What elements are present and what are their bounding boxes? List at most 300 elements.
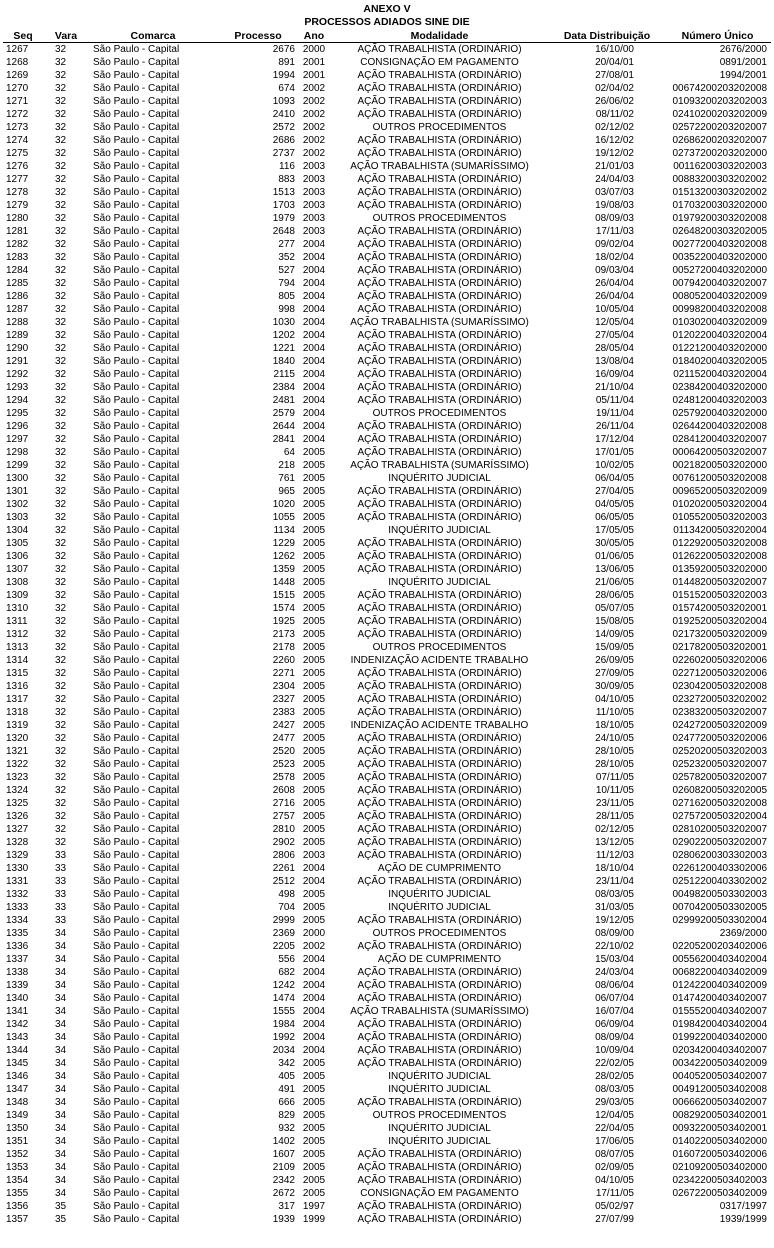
cell-processo: 1055: [272, 512, 295, 523]
cell-modalidade: AÇÃO TRABALHISTA (ORDINÁRIO): [357, 629, 522, 640]
cell-ano: 2003: [302, 213, 326, 224]
cell-comarca: São Paulo - Capital: [93, 421, 180, 432]
cell-ano: 2004: [302, 356, 326, 367]
cell-data-distribuicao: 10/11/05: [595, 785, 634, 796]
cell-ano: 2005: [302, 1162, 326, 1173]
cell-comarca: São Paulo - Capital: [93, 135, 180, 146]
cell-ano: 2005: [302, 694, 326, 705]
table-row: [3, 368, 771, 381]
cell-processo: 1030: [272, 317, 295, 328]
cell-processo: 1574: [272, 603, 295, 614]
cell-modalidade: INQUÉRITO JUDICIAL: [388, 889, 491, 900]
cell-processo: 2261: [272, 863, 295, 874]
cell-processo: 2523: [272, 759, 295, 770]
cell-numero-unico: 02173200503202009: [672, 629, 767, 640]
table-row: [3, 1148, 771, 1161]
cell-comarca: São Paulo - Capital: [93, 408, 180, 419]
cell-data-distribuicao: 13/06/05: [595, 564, 634, 575]
cell-numero-unico: 02109200503402000: [672, 1162, 767, 1173]
cell-vara: 34: [55, 967, 67, 978]
cell-vara: 32: [55, 135, 67, 146]
table-row: [3, 563, 771, 576]
cell-comarca: São Paulo - Capital: [93, 226, 180, 237]
cell-processo: 64: [283, 447, 295, 458]
cell-comarca: São Paulo - Capital: [93, 967, 180, 978]
cell-ano: 2005: [302, 1175, 326, 1186]
cell-vara: 32: [55, 798, 67, 809]
cell-comarca: São Paulo - Capital: [93, 681, 180, 692]
cell-ano: 2005: [302, 798, 326, 809]
cell-ano: 1997: [302, 1201, 326, 1212]
cell-numero-unico: 01221200403202000: [672, 343, 767, 354]
cell-ano: 2005: [302, 629, 326, 640]
cell-numero-unico: 00682200403402009: [672, 967, 767, 978]
cell-modalidade: AÇÃO TRABALHISTA (ORDINÁRIO): [357, 616, 522, 627]
cell-data-distribuicao: 10/05/04: [595, 304, 634, 315]
cell-modalidade: AÇÃO TRABALHISTA (ORDINÁRIO): [357, 1162, 522, 1173]
cell-comarca: São Paulo - Capital: [93, 1058, 180, 1069]
cell-ano: 2005: [302, 681, 326, 692]
cell-numero-unico: 00352200403202000: [672, 252, 767, 263]
cell-vara: 32: [55, 811, 67, 822]
cell-comarca: São Paulo - Capital: [93, 1045, 180, 1056]
cell-processo: 2109: [272, 1162, 295, 1173]
cell-comarca: São Paulo - Capital: [93, 291, 180, 302]
cell-processo: 277: [278, 239, 295, 250]
column-header-vara: Vara: [43, 31, 89, 43]
cell-comarca: São Paulo - Capital: [93, 512, 180, 523]
cell-modalidade: AÇÃO TRABALHISTA (ORDINÁRIO): [357, 499, 522, 510]
cell-numero-unico: 00405200503402007: [672, 1071, 767, 1082]
cell-numero-unico: 01984200403402004: [672, 1019, 767, 1030]
cell-seq: 1332: [6, 889, 29, 900]
cell-data-distribuicao: 08/03/05: [595, 889, 634, 900]
cell-data-distribuicao: 30/05/05: [595, 538, 634, 549]
cell-processo: 1448: [272, 577, 295, 588]
cell-modalidade: OUTROS PROCEDIMENTOS: [372, 122, 507, 133]
cell-vara: 33: [55, 850, 67, 861]
cell-seq: 1278: [6, 187, 29, 198]
cell-comarca: São Paulo - Capital: [93, 629, 180, 640]
table-row: [3, 849, 771, 862]
cell-comarca: São Paulo - Capital: [93, 447, 180, 458]
cell-seq: 1274: [6, 135, 29, 146]
table-row: [3, 472, 771, 485]
cell-data-distribuicao: 15/03/04: [595, 954, 634, 965]
cell-comarca: São Paulo - Capital: [93, 811, 180, 822]
cell-processo: 2648: [272, 226, 295, 237]
cell-ano: 2005: [302, 525, 326, 536]
cell-numero-unico: 02810200503202007: [672, 824, 767, 835]
cell-processo: 2672: [272, 1188, 295, 1199]
cell-processo: 405: [278, 1071, 295, 1082]
cell-comarca: São Paulo - Capital: [93, 1097, 180, 1108]
cell-ano: 2005: [302, 616, 326, 627]
table-row: [3, 1083, 771, 1096]
cell-seq: 1336: [6, 941, 29, 952]
cell-data-distribuicao: 26/06/02: [595, 96, 634, 107]
cell-modalidade: AÇÃO TRABALHISTA (SUMARÍSSIMO): [350, 161, 529, 172]
cell-data-distribuicao: 05/07/05: [595, 603, 634, 614]
table-row: [3, 446, 771, 459]
cell-seq: 1330: [6, 863, 29, 874]
cell-processo: 1939: [272, 1214, 295, 1225]
cell-data-distribuicao: 07/11/05: [595, 772, 634, 783]
cell-comarca: São Paulo - Capital: [93, 486, 180, 497]
cell-processo: 932: [278, 1123, 295, 1134]
cell-comarca: São Paulo - Capital: [93, 187, 180, 198]
cell-processo: 794: [278, 278, 295, 289]
cell-processo: 2841: [272, 434, 295, 445]
cell-vara: 32: [55, 564, 67, 575]
table-row: [3, 979, 771, 992]
cell-data-distribuicao: 17/12/04: [595, 434, 634, 445]
cell-comarca: São Paulo - Capital: [93, 1123, 180, 1134]
cell-data-distribuicao: 12/05/04: [595, 317, 634, 328]
cell-data-distribuicao: 21/06/05: [595, 577, 634, 588]
cell-modalidade: AÇÃO TRABALHISTA (ORDINÁRIO): [357, 421, 522, 432]
cell-numero-unico: 02757200503202004: [672, 811, 767, 822]
cell-modalidade: OUTROS PROCEDIMENTOS: [372, 408, 507, 419]
cell-seq: 1323: [6, 772, 29, 783]
cell-ano: 2005: [302, 1136, 326, 1147]
cell-numero-unico: 01134200503202004: [673, 525, 767, 536]
cell-processo: 1229: [272, 538, 295, 549]
cell-seq: 1344: [6, 1045, 29, 1056]
cell-seq: 1297: [6, 434, 29, 445]
cell-processo: 1242: [272, 980, 295, 991]
cell-comarca: São Paulo - Capital: [93, 473, 180, 484]
cell-data-distribuicao: 28/10/05: [595, 746, 634, 757]
cell-data-distribuicao: 23/11/04: [595, 876, 634, 887]
cell-modalidade: AÇÃO TRABALHISTA (ORDINÁRIO): [357, 187, 522, 198]
cell-ano: 2005: [302, 590, 326, 601]
table-row: [3, 953, 771, 966]
cell-modalidade: AÇÃO TRABALHISTA (ORDINÁRIO): [357, 941, 522, 952]
cell-modalidade: OUTROS PROCEDIMENTOS: [372, 642, 507, 653]
cell-ano: 2002: [302, 96, 326, 107]
cell-modalidade: AÇÃO TRABALHISTA (ORDINÁRIO): [357, 278, 522, 289]
cell-processo: 2304: [272, 681, 295, 692]
cell-data-distribuicao: 06/04/05: [595, 473, 634, 484]
cell-ano: 2005: [302, 1110, 326, 1121]
cell-data-distribuicao: 23/11/05: [595, 798, 634, 809]
cell-ano: 2004: [302, 421, 326, 432]
cell-comarca: São Paulo - Capital: [93, 1032, 180, 1043]
cell-processo: 761: [278, 473, 295, 484]
cell-ano: 2004: [302, 382, 326, 393]
cell-processo: 883: [278, 174, 295, 185]
cell-data-distribuicao: 24/04/03: [595, 174, 634, 185]
cell-processo: 2260: [272, 655, 295, 666]
cell-ano: 2005: [302, 746, 326, 757]
cell-comarca: São Paulo - Capital: [93, 941, 180, 952]
cell-seq: 1280: [6, 213, 29, 224]
cell-ano: 2004: [302, 967, 326, 978]
cell-seq: 1353: [6, 1162, 29, 1173]
cell-comarca: São Paulo - Capital: [93, 655, 180, 666]
table-row: [3, 550, 771, 563]
cell-comarca: São Paulo - Capital: [93, 694, 180, 705]
cell-numero-unico: 02384200403202000: [672, 382, 767, 393]
cell-ano: 2004: [302, 863, 326, 874]
table-row: [3, 1096, 771, 1109]
cell-seq: 1333: [6, 902, 29, 913]
cell-vara: 32: [55, 642, 67, 653]
cell-processo: 556: [278, 954, 295, 965]
cell-processo: 1979: [272, 213, 295, 224]
cell-ano: 2002: [302, 135, 326, 146]
cell-vara: 32: [55, 603, 67, 614]
cell-vara: 34: [55, 1162, 67, 1173]
cell-ano: 2004: [302, 330, 326, 341]
cell-numero-unico: 02034200403402007: [672, 1045, 767, 1056]
cell-data-distribuicao: 17/11/05: [595, 1188, 634, 1199]
cell-numero-unico: 1939/1999: [719, 1214, 767, 1225]
cell-processo: 1994: [272, 70, 295, 81]
cell-processo: 1359: [272, 564, 295, 575]
cell-numero-unico: 02716200503202008: [672, 798, 767, 809]
cell-seq: 1321: [6, 746, 29, 757]
table-row: [3, 576, 771, 589]
cell-data-distribuicao: 22/10/02: [595, 941, 634, 952]
cell-data-distribuicao: 26/11/04: [595, 421, 634, 432]
cell-ano: 2004: [302, 993, 326, 1004]
cell-numero-unico: 02512200403302002: [672, 876, 767, 887]
cell-modalidade: AÇÃO TRABALHISTA (ORDINÁRIO): [357, 200, 522, 211]
cell-data-distribuicao: 17/11/03: [595, 226, 634, 237]
cell-numero-unico: 01607200503402006: [672, 1149, 767, 1160]
table-row: [3, 524, 771, 537]
table-row: [3, 1200, 771, 1213]
cell-comarca: São Paulo - Capital: [93, 460, 180, 471]
document-subtitle: PROCESSOS ADIADOS SINE DIE: [304, 16, 470, 28]
cell-ano: 2005: [302, 1188, 326, 1199]
cell-data-distribuicao: 31/03/05: [595, 902, 634, 913]
cell-seq: 1329: [6, 850, 29, 861]
cell-vara: 32: [55, 824, 67, 835]
cell-data-distribuicao: 27/04/05: [595, 486, 634, 497]
cell-comarca: São Paulo - Capital: [93, 837, 180, 848]
table-row: [3, 69, 771, 82]
cell-numero-unico: 01448200503202007: [672, 577, 767, 588]
cell-comarca: São Paulo - Capital: [93, 369, 180, 380]
cell-processo: 1093: [272, 96, 295, 107]
cell-seq: 1281: [6, 226, 29, 237]
cell-comarca: São Paulo - Capital: [93, 889, 180, 900]
cell-comarca: São Paulo - Capital: [93, 161, 180, 172]
table-row: [3, 264, 771, 277]
cell-processo: 2383: [272, 707, 295, 718]
cell-modalidade: INDENIZAÇÃO ACIDENTE TRABALHO: [350, 655, 529, 666]
cell-seq: 1348: [6, 1097, 29, 1108]
cell-processo: 2512: [272, 876, 295, 887]
cell-ano: 2002: [302, 122, 326, 133]
cell-numero-unico: 02999200503302004: [672, 915, 767, 926]
cell-seq: 1355: [6, 1188, 29, 1199]
cell-seq: 1357: [6, 1214, 29, 1225]
cell-comarca: São Paulo - Capital: [93, 304, 180, 315]
cell-ano: 2003: [302, 161, 326, 172]
cell-seq: 1309: [6, 590, 29, 601]
cell-processo: 1703: [272, 200, 295, 211]
cell-ano: 2004: [302, 291, 326, 302]
cell-seq: 1313: [6, 642, 29, 653]
cell-comarca: São Paulo - Capital: [93, 902, 180, 913]
cell-modalidade: AÇÃO TRABALHISTA (ORDINÁRIO): [357, 590, 522, 601]
cell-seq: 1268: [6, 57, 29, 68]
cell-comarca: São Paulo - Capital: [93, 772, 180, 783]
cell-ano: 2005: [302, 1097, 326, 1108]
table-row: [3, 1135, 771, 1148]
cell-vara: 35: [55, 1214, 67, 1225]
cell-vara: 32: [55, 356, 67, 367]
table-row: [3, 511, 771, 524]
cell-seq: 1349: [6, 1110, 29, 1121]
cell-comarca: São Paulo - Capital: [93, 928, 180, 939]
cell-data-distribuicao: 06/09/04: [595, 1019, 634, 1030]
cell-numero-unico: 02572200203202007: [672, 122, 767, 133]
cell-processo: 2686: [272, 135, 295, 146]
cell-seq: 1299: [6, 460, 29, 471]
cell-modalidade: AÇÃO TRABALHISTA (ORDINÁRIO): [357, 733, 522, 744]
cell-seq: 1271: [6, 96, 29, 107]
cell-ano: 2005: [302, 1084, 326, 1095]
table-row: [3, 901, 771, 914]
cell-seq: 1325: [6, 798, 29, 809]
column-header-modalidade: Modalidade: [329, 31, 550, 43]
cell-vara: 32: [55, 83, 67, 94]
cell-vara: 32: [55, 343, 67, 354]
cell-processo: 704: [278, 902, 295, 913]
cell-modalidade: INQUÉRITO JUDICIAL: [388, 1136, 491, 1147]
cell-comarca: São Paulo - Capital: [93, 96, 180, 107]
cell-data-distribuicao: 08/09/00: [595, 928, 634, 939]
cell-comarca: São Paulo - Capital: [93, 1071, 180, 1082]
cell-ano: 2004: [302, 434, 326, 445]
cell-vara: 32: [55, 512, 67, 523]
cell-ano: 2005: [302, 473, 326, 484]
cell-numero-unico: 01555200403402007: [672, 1006, 767, 1017]
cell-numero-unico: 00965200503202009: [672, 486, 767, 497]
cell-data-distribuicao: 10/09/04: [595, 1045, 634, 1056]
cell-comarca: São Paulo - Capital: [93, 603, 180, 614]
cell-processo: 2427: [272, 720, 295, 731]
cell-modalidade: AÇÃO TRABALHISTA (ORDINÁRIO): [357, 668, 522, 679]
cell-modalidade: AÇÃO TRABALHISTA (ORDINÁRIO): [357, 1149, 522, 1160]
cell-numero-unico: 02115200403202004: [673, 369, 767, 380]
cell-vara: 32: [55, 369, 67, 380]
table-row: [3, 680, 771, 693]
cell-comarca: São Paulo - Capital: [93, 265, 180, 276]
cell-comarca: São Paulo - Capital: [93, 785, 180, 796]
cell-vara: 32: [55, 382, 67, 393]
cell-data-distribuicao: 27/07/99: [595, 1214, 634, 1225]
cell-data-distribuicao: 17/06/05: [595, 1136, 634, 1147]
cell-comarca: São Paulo - Capital: [93, 174, 180, 185]
cell-seq: 1298: [6, 447, 29, 458]
cell-vara: 32: [55, 161, 67, 172]
cell-comarca: São Paulo - Capital: [93, 551, 180, 562]
cell-modalidade: INQUÉRITO JUDICIAL: [388, 473, 491, 484]
table-header-row: [3, 31, 771, 43]
cell-modalidade: AÇÃO TRABALHISTA (ORDINÁRIO): [357, 811, 522, 822]
cell-numero-unico: 00064200503202007: [672, 447, 767, 458]
cell-ano: 2002: [302, 148, 326, 159]
cell-comarca: São Paulo - Capital: [93, 44, 180, 55]
cell-data-distribuicao: 17/01/05: [595, 447, 634, 458]
cell-ano: 2005: [302, 1071, 326, 1082]
table-row: [3, 940, 771, 953]
cell-numero-unico: 01515200503202003: [672, 590, 767, 601]
cell-modalidade: AÇÃO TRABALHISTA (ORDINÁRIO): [357, 135, 522, 146]
cell-modalidade: AÇÃO TRABALHISTA (SUMARÍSSIMO): [350, 1006, 529, 1017]
cell-comarca: São Paulo - Capital: [93, 200, 180, 211]
cell-processo: 1221: [272, 343, 295, 354]
cell-data-distribuicao: 20/04/01: [595, 57, 634, 68]
cell-processo: 2327: [272, 694, 295, 705]
cell-seq: 1290: [6, 343, 29, 354]
cell-modalidade: AÇÃO TRABALHISTA (ORDINÁRIO): [357, 1058, 522, 1069]
cell-vara: 32: [55, 486, 67, 497]
cell-data-distribuicao: 19/11/04: [595, 408, 634, 419]
cell-modalidade: AÇÃO TRABALHISTA (ORDINÁRIO): [357, 148, 522, 159]
cell-vara: 32: [55, 317, 67, 328]
cell-modalidade: AÇÃO TRABALHISTA (ORDINÁRIO): [357, 980, 522, 991]
cell-processo: 2115: [273, 369, 295, 380]
cell-comarca: São Paulo - Capital: [93, 1162, 180, 1173]
cell-ano: 2005: [302, 1058, 326, 1069]
cell-data-distribuicao: 04/05/05: [595, 499, 634, 510]
cell-seq: 1303: [6, 512, 29, 523]
cell-data-distribuicao: 28/11/05: [595, 811, 634, 822]
cell-numero-unico: 02410200203202009: [672, 109, 767, 120]
cell-seq: 1273: [6, 122, 29, 133]
cell-modalidade: AÇÃO TRABALHISTA (ORDINÁRIO): [357, 83, 522, 94]
cell-vara: 32: [55, 434, 67, 445]
cell-data-distribuicao: 28/05/04: [595, 343, 634, 354]
cell-modalidade: AÇÃO TRABALHISTA (ORDINÁRIO): [357, 44, 522, 55]
cell-modalidade: AÇÃO TRABALHISTA (ORDINÁRIO): [357, 226, 522, 237]
table-row: [3, 498, 771, 511]
cell-processo: 2608: [272, 785, 295, 796]
cell-modalidade: CONSIGNAÇÃO EM PAGAMENTO: [360, 57, 519, 68]
table-row: [3, 433, 771, 446]
table-row: [3, 459, 771, 472]
cell-numero-unico: 02327200503202002: [672, 694, 767, 705]
cell-seq: 1327: [6, 824, 29, 835]
cell-numero-unico: 02342200503402003: [672, 1175, 767, 1186]
cell-vara: 32: [55, 148, 67, 159]
cell-vara: 34: [55, 928, 67, 939]
cell-processo: 352: [278, 252, 295, 263]
cell-seq: 1345: [6, 1058, 29, 1069]
cell-numero-unico: 01513200303202002: [672, 187, 767, 198]
cell-seq: 1284: [6, 265, 29, 276]
cell-modalidade: AÇÃO TRABALHISTA (ORDINÁRIO): [357, 1019, 522, 1030]
cell-data-distribuicao: 22/04/05: [595, 1123, 634, 1134]
cell-numero-unico: 02686200203202007: [672, 135, 767, 146]
cell-modalidade: AÇÃO TRABALHISTA (ORDINÁRIO): [357, 252, 522, 263]
cell-processo: 1607: [272, 1149, 295, 1160]
cell-numero-unico: 1994/2001: [719, 70, 767, 81]
cell-seq: 1293: [6, 382, 29, 393]
cell-seq: 1294: [6, 395, 29, 406]
cell-seq: 1314: [6, 655, 29, 666]
table-row: [3, 1161, 771, 1174]
cell-seq: 1285: [6, 278, 29, 289]
cell-seq: 1340: [6, 993, 29, 1004]
